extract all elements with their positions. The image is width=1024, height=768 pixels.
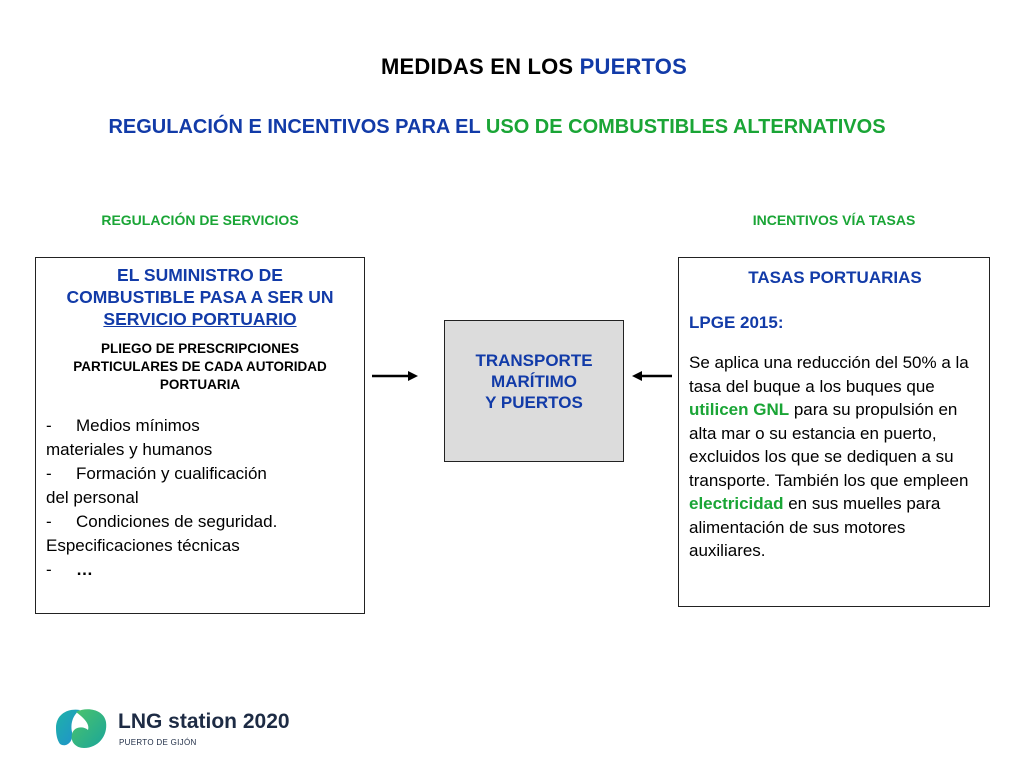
incentives-text-part: Se aplica una reducción del 50% a la tasa del buque a los buques que: [689, 353, 969, 396]
list-dash: -: [46, 512, 52, 531]
regulation-heading-line: COMBUSTIBLE PASA A SER UN: [66, 287, 334, 307]
title-highlight: PUERTOS: [579, 54, 687, 79]
list-dash: -: [46, 464, 52, 483]
list-item-text: Formación y cualificación: [76, 464, 267, 483]
list-item: [46, 510, 356, 534]
list-item-continuation: Especificaciones técnicas: [46, 536, 240, 555]
maritime-transport-box: [444, 320, 624, 462]
regulation-subheading-line: PLIEGO DE PRESCRIPCIONES: [100, 341, 300, 356]
incentives-highlight-electricity: electricidad: [689, 494, 784, 513]
regulation-box: [35, 257, 365, 614]
list-item-text: Condiciones de seguridad.: [76, 512, 278, 531]
lng-station-logo-icon: [54, 704, 110, 750]
incentives-text: [689, 351, 981, 563]
list-dash: -: [46, 560, 52, 579]
subtitle-prefix: REGULACIÓN E INCENTIVOS PARA EL: [108, 116, 486, 138]
regulation-heading-line: SERVICIO PORTUARIO: [103, 309, 297, 329]
list-item: [46, 558, 356, 582]
regulation-subheading-line: PARTICULARES DE CADA AUTORIDAD: [73, 359, 327, 374]
list-dash: -: [46, 416, 52, 435]
center-box-line: Y PUERTOS: [485, 393, 583, 412]
arrow-right-icon: [370, 366, 420, 386]
list-item-continuation: del personal: [46, 488, 139, 507]
incentives-text-part: para su propulsión en alta mar o su estancia en puerto, excluidos los que se dediquen a su transporte. También los que empleen: [689, 400, 969, 490]
list-item: [46, 414, 356, 438]
left-column-heading: REGULACIÓN DE SERVICIOS: [101, 212, 299, 228]
list-item: [46, 462, 356, 486]
regulation-box-heading: [44, 264, 356, 330]
incentives-box: [678, 257, 990, 607]
regulation-subheading-line: PORTUARIA: [159, 377, 241, 392]
logo-name: LNG station 2020: [118, 710, 290, 733]
incentives-highlight-gnl: utilicen GNL: [689, 400, 790, 419]
list-item-text: Medios mínimos: [76, 416, 200, 435]
page-title: [0, 54, 1024, 80]
arrow-left-icon: [630, 366, 674, 386]
list-item-text: …: [76, 560, 93, 579]
center-box-line: MARÍTIMO: [491, 372, 577, 391]
regulation-heading-line: EL SUMINISTRO DE: [117, 265, 283, 285]
incentives-text-part: en sus muelles para alimentación de sus motores auxiliares.: [689, 494, 941, 560]
subtitle-highlight: USO DE COMBUSTIBLES ALTERNATIVOS: [485, 116, 886, 138]
lpge-label: LPGE 2015:: [689, 312, 784, 332]
center-box-line: TRANSPORTE: [475, 351, 593, 370]
regulation-box-subheading: [44, 340, 356, 394]
title-prefix: MEDIDAS EN LOS: [381, 54, 580, 79]
logo-subtitle: PUERTO DE GIJÓN: [119, 738, 197, 747]
page-subtitle: [0, 116, 994, 139]
right-column-heading: INCENTIVOS VÍA TASAS: [752, 212, 916, 228]
list-item-continuation: materiales y humanos: [46, 440, 213, 459]
regulation-list: [44, 414, 356, 582]
incentives-box-heading: TASAS PORTUARIAS: [748, 268, 922, 287]
